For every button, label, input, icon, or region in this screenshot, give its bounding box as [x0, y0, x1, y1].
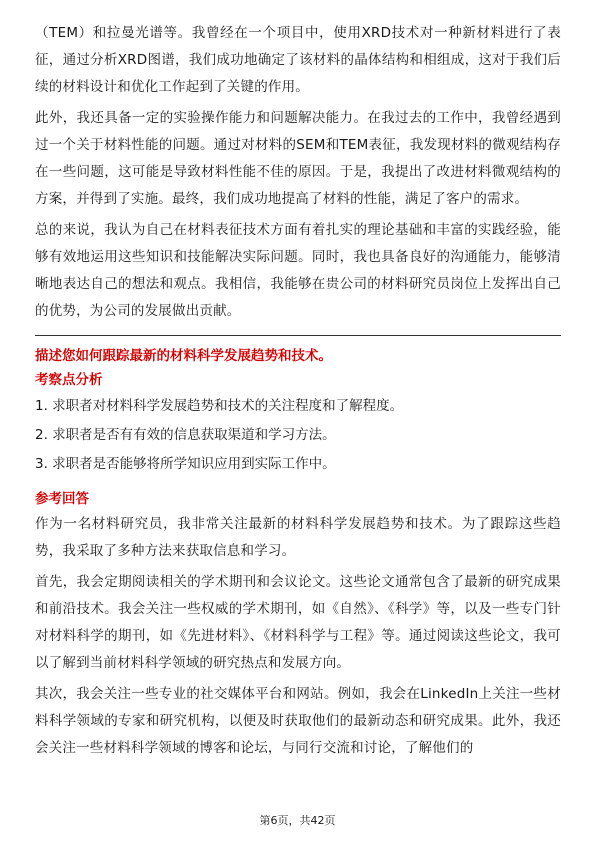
body-paragraph: 此外，我还具备一定的实验操作能力和问题解决能力。在我过去的工作中，我曾经遇到过一个关于材料性能的问题。通过对材料的SEM和TEM表征，我发现材料的微观结构存在一些问题，这可能是导致材料性能不佳的原因。于是，我提出了改进材料微观结构的方案，并得到了实施。最终，我们成功地提高了材料的性能，满足了客户的需求。 — [35, 110, 561, 207]
page-content — [35, 20, 561, 766]
body-paragraph: 总的来说，我认为自己在材料表征技术方面有着扎实的理论基础和丰富的实践经验，能够有效地运用这些知识和技能解决实际问题。同时，我也具备良好的沟通能力，能够清晰地表达自己的想法和观点。我相信，我能够在贵公司的材料研究员岗位上发挥出自己的优势，为公司的发展做出贡献。 — [35, 222, 561, 319]
answer-heading: 参考回答 — [35, 491, 89, 507]
section-divider — [35, 335, 561, 336]
page-number-footer: 第6页，共42页 — [259, 814, 336, 827]
answer-paragraph: 其次，我会关注一些专业的社交媒体平台和网站。例如，我会在LinkedIn上关注一些材料科学领域的专家和研究机构，以便及时获取他们的最新动态和研究成果。此外，我还会关注一些材料科学领域的博客和论坛，与同行交流和讨论，了解他们的 — [35, 686, 561, 756]
analysis-item: 2. 求职者是否有有效的信息获取渠道和学习方法。 — [35, 427, 336, 443]
answer-paragraph: 首先，我会定期阅读相关的学术期刊和会议论文。这些论文通常包含了最新的研究成果和前沿技术。我会关注一些权威的学术期刊，如《自然》、《科学》等，以及一些专门针对材料科学的期刊，如《先进材料》、《材料科学与工程》等。通过阅读这些论文，我可以了解到当前材料科学领域的研究热点和发展方向。 — [35, 574, 561, 671]
analysis-item: 3. 求职者是否能够将所学知识应用到实际工作中。 — [35, 456, 336, 472]
analysis-item: 1. 求职者对材料科学发展趋势和技术的关注程度和了解程度。 — [35, 398, 404, 414]
analysis-heading: 考察点分析 — [35, 372, 103, 388]
body-paragraph: （TEM）和拉曼光谱等。我曾经在一个项目中，使用XRD技术对一种新材料进行了表征，通过分析XRD图谱，我们成功地确定了该材料的晶体结构和相组成，这对于我们后续的材料设计和优化工作起到了关键的作用。 — [35, 25, 561, 95]
question-title: 描述您如何跟踪最新的材料科学发展趋势和技术。 — [35, 348, 332, 364]
answer-paragraph: 作为一名材料研究员，我非常关注最新的材料科学发展趋势和技术。为了跟踪这些趋势，我采取了多种方法来获取信息和学习。 — [35, 516, 561, 559]
